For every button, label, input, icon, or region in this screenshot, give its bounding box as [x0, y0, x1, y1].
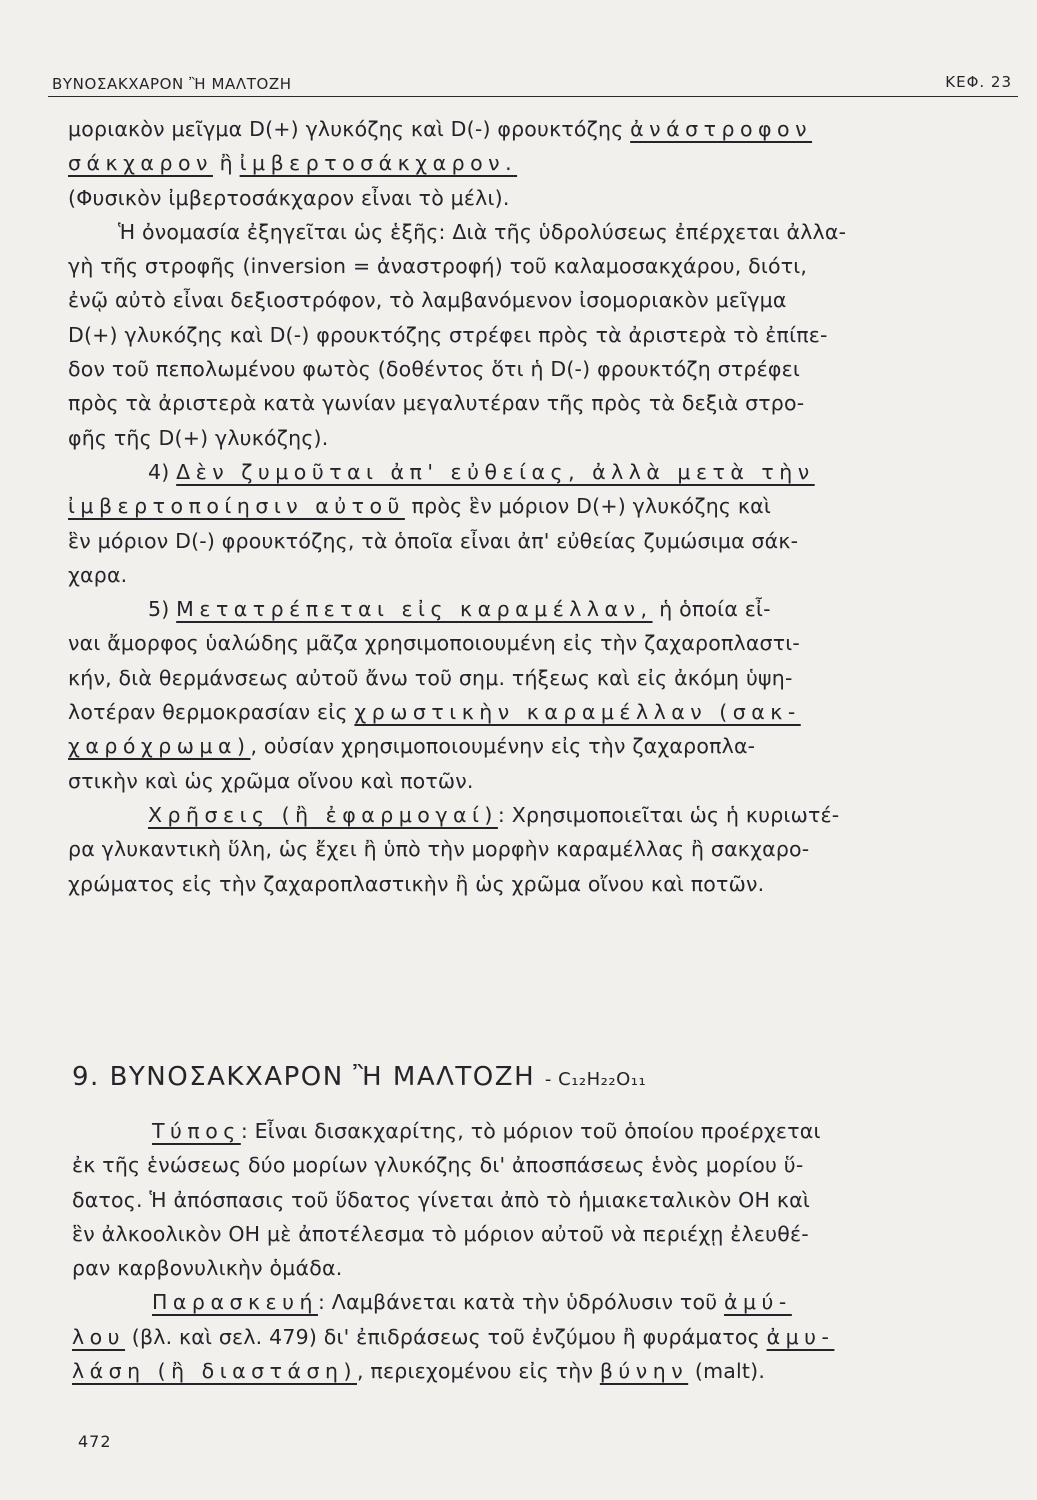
term-type: Τύπος: [152, 1119, 241, 1143]
text-line: χρώματος εἰς τὴν ζαχαροπλαστικὴν ἢ ὡς χρῶμα οἴνου καὶ ποτῶν.: [68, 871, 765, 896]
term-inversion: ἰμβερτοποίησιν αὐτοῦ: [68, 494, 405, 519]
item-number: 5): [148, 597, 170, 622]
section-body: [72, 1114, 1022, 1388]
term-invert-sugar: ἰμβερτοσάκχαρον.: [239, 151, 518, 176]
text-line: φῆς τῆς D(+) γλυκόζης).: [68, 425, 329, 450]
term-saccharon: σάκχαρον: [68, 151, 213, 176]
term-malt: βύνην: [599, 1359, 689, 1384]
text-line: ρα γλυκαντικὴ ὕλη, ὡς ἔχει ἢ ὑπὸ τὴν μορφὴν καραμέλλας ἢ σακχαρο-: [68, 837, 810, 862]
text-line: ἐνῷ αὐτὸ εἶναι δεξιοστρόφον, τὸ λαμβανόμενον ἰσομοριακὸν μεῖγμα: [68, 288, 787, 313]
text-line: Παρασκευή: Λαμβάνεται κατὰ τὴν ὑδρόλυσιν τοῦ ἀμύ-: [152, 1290, 792, 1315]
text-line: χαρα.: [68, 562, 128, 587]
text-line: ἓν ἀλκοολικὸν ΟΗ μὲ ἀποτέλεσμα τὸ μόριον αὐτοῦ νὰ περιέχῃ ἐλευθέ-: [72, 1221, 809, 1246]
text-line: ναι ἄμορφος ὑαλώδης μᾶζα χρησιμοποιουμένη εἰς τὴν ζαχαροπλαστι-: [68, 631, 801, 656]
term-coloring-caramel: χρωστικὴν καραμέλλαν (σακ-: [354, 700, 801, 725]
term-caramel: Μετατρέπεται εἰς καραμέλλαν,: [176, 597, 653, 622]
term-caramel-color: χαρόχρωμα): [68, 734, 251, 759]
term-amylase: ἀμυ-: [766, 1324, 835, 1349]
text-line: μοριακὸν μεῖγμα D(+) γλυκόζης καὶ D(-) φρουκτόζης ἀνάστροφον: [68, 117, 813, 141]
text-line: κήν, διὰ θερμάνσεως αὐτοῦ ἄνω τοῦ σημ. τήξεως καὶ εἰς ἀκόμη ὑψη-: [68, 665, 793, 690]
section-heading: [72, 1062, 1022, 1092]
term-fermentation: Δὲν ζυμοῦται ἀπ' εὐθείας, ἀλλὰ μετὰ τὴν: [176, 459, 815, 484]
text-line: ἐκ τῆς ἑνώσεως δύο μορίων γλυκόζης δι' ἀποσπάσεως ἑνὸς μορίου ὕ-: [72, 1153, 804, 1178]
running-header: [48, 64, 1018, 97]
term-uses: Χρῆσεις (ἢ ἐφαρμογαί): [148, 802, 498, 827]
text-line: δον τοῦ πεπολωμένου φωτὸς (δοθέντος ὅτι ἡ D(-) φρουκτόζη στρέφει: [68, 357, 801, 382]
text-line: ραν καρβονυλικὴν ὁμάδα.: [72, 1256, 343, 1281]
text-line: σάκχαρον ἢ ἰμβερτοσάκχαρον.: [68, 151, 518, 176]
text-line: πρὸς τὰ ἀριστερὰ κατὰ γωνίαν μεγαλυτέραν τῆς πρὸς τὰ δεξιὰ στρο-: [68, 391, 805, 416]
chemical-formula: - C₁₂H₂₂O₁₁: [544, 1069, 647, 1090]
text-line: δατος. Ἡ ἀπόσπασις τοῦ ὕδατος γίνεται ἀπὸ τὸ ἡμιακεταλικὸν ΟΗ καὶ: [72, 1187, 810, 1212]
chapter-label: ΚΕΦ. 23: [945, 73, 1012, 91]
text-line: γὴ τῆς στροφῆς (inversion = ἀναστροφή) τοῦ καλαμοσακχάρου, διότι,: [68, 254, 808, 279]
body-text: [68, 112, 1020, 901]
term-preparation: Παρασκευή: [152, 1290, 318, 1315]
text-line: ἰμβερτοποίησιν αὐτοῦ πρὸς ἓν μόριον D(+) γλυκόζης καὶ: [68, 494, 771, 519]
text-line: Τύπος: Εἶναι δισακχαρίτης, τὸ μόριον τοῦ ὁποίου προέρχεται: [152, 1119, 821, 1143]
page-number: 472: [78, 1432, 112, 1451]
text-line: [68, 455, 1020, 489]
item-number: 4): [148, 459, 170, 484]
term-starch-end: λου: [72, 1324, 126, 1349]
text-line: λοτέραν θερμοκρασίαν εἰς χρωστικὴν καραμέλλαν (σακ-: [68, 700, 801, 725]
section-title: 9. ΒΥΝΟΣΑΚΧΑΡΟΝ Ἢ ΜΑΛΤΟΖΗ: [72, 1062, 536, 1092]
text-line: Χρῆσεις (ἢ ἐφαρμογαί): Χρησιμοποιεῖται ὡς ἡ κυριωτέ-: [148, 802, 840, 827]
term-amylase-end: λάση (ἢ διαστάση): [72, 1359, 357, 1384]
text-line: Ἡ ὀνομασία ἐξηγεῖται ὡς ἑξῆς: Διὰ τῆς ὑδρολύσεως ἐπέρχεται ἀλλα-: [118, 219, 847, 244]
term-anastrophon: ἀνάστροφον: [630, 117, 813, 141]
text-line: λάση (ἢ διαστάση), περιεχομένου εἰς τὴν βύνην (malt).: [72, 1359, 766, 1384]
text-line: στικὴν καὶ ὡς χρῶμα οἴνου καὶ ποτῶν.: [68, 768, 474, 793]
text-line: ἓν μόριον D(-) φρουκτόζης, τὰ ὁποῖα εἶναι ἀπ' εὐθείας ζυμώσιμα σάκ-: [68, 528, 799, 553]
header-title: ΒΥΝΟΣΑΚΧΑΡΟΝ Ἢ ΜΑΛΤΟΖΗ: [52, 75, 292, 93]
text-line: D(+) γλυκόζης καὶ D(-) φρουκτόζης στρέφει πρὸς τὰ ἀριστερὰ τὸ ἐπίπε-: [68, 322, 828, 347]
text-line: (Φυσικὸν ἰμβερτοσάκχαρον εἶναι τὸ μέλι).: [68, 185, 510, 210]
text-line: 5) Μετατρέπεται εἰς καραμέλλαν, ἡ ὁποία εἶ-: [148, 597, 771, 622]
text-line: χαρόχρωμα), οὐσίαν χρησιμοποιουμένην εἰς τὴν ζαχαροπλα-: [68, 734, 756, 759]
text-line: λου (βλ. καὶ σελ. 479) δι' ἐπιδράσεως τοῦ ἐνζύμου ἢ φυράματος ἀμυ-: [72, 1324, 835, 1349]
term-starch: ἀμύ-: [724, 1290, 792, 1315]
